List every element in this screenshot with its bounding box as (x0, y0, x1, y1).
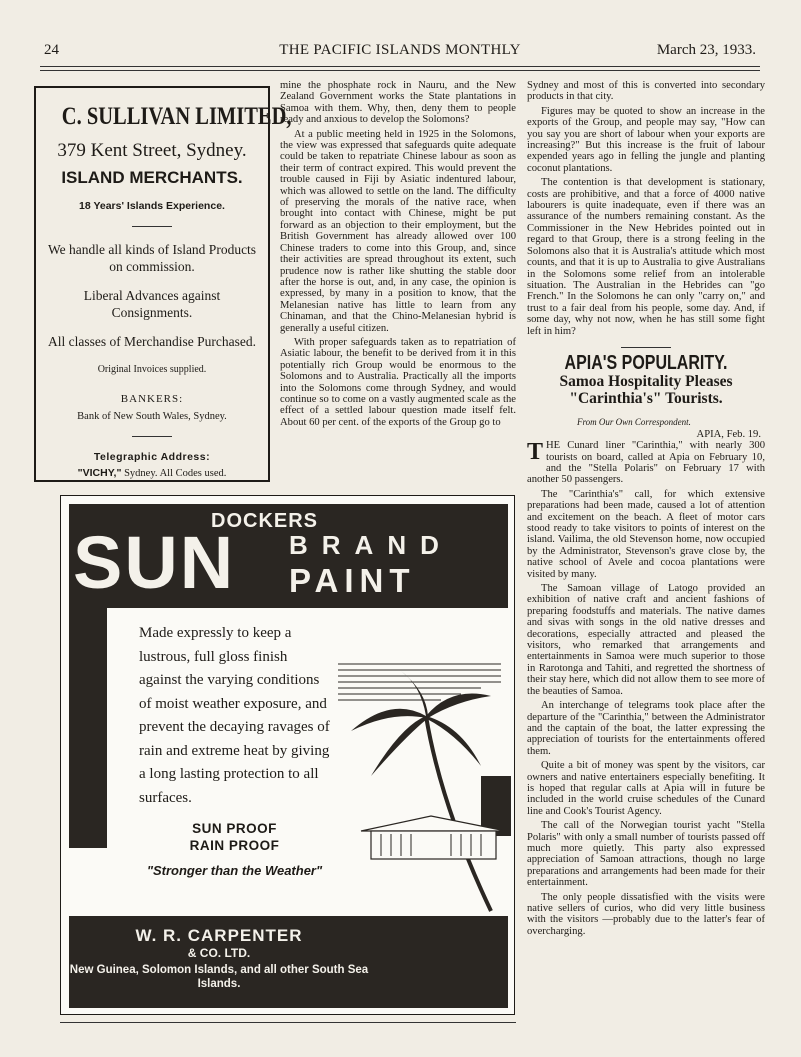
ad-company-block (69, 926, 369, 991)
article-paragraph: The only people dissatisfied with the visits were native sellers of curios, who did very little business with the visitors —probably due to the latter's fear of overcharging. (527, 891, 765, 937)
article-paragraph: The Samoan village of Latogo provided an exhibition of native craft and ancient fashions of preparing foodstuffs and materials. The native dames and sivas with songs in the old native dresses and decorations, especially attracted and pleased the visitors, who remarked that arrangements and entertainments in Samoa were much superior to those in Rarotonga and Tahiti, and regretted the shortness of their stay here, which did not allow them to see more of the beauties of Samoa. (527, 583, 765, 697)
divider (132, 226, 172, 227)
palm-house-illustration (331, 656, 511, 916)
drop-cap: T (527, 439, 544, 466)
ad-left-band (69, 608, 107, 848)
bottom-rule (60, 1022, 516, 1023)
article-paragraph: Sydney and most of this is converted into secondary products in that city. (527, 80, 765, 103)
article-column-right (527, 80, 765, 940)
ad-paint: PAINT (289, 562, 416, 599)
publication-title: THE PACIFIC ISLANDS MONTHLY (279, 42, 521, 58)
article-paragraph: At a public meeting held in 1925 in the Solomons, the view was expressed that safeguards quite adequate could be taken to repatriate Chinese labour as soon as their term of contract expired. This would prevent the trouble caused in Fiji by Asiatic indentured labour, which was allowed to settle on the land. The difficulty of preserving the morals of the native race, when brought into contact with Chinese, might be put forward as an objection to their employment, but the British Government has already allowed over 100 Chinese traders to come into this Group, and, since their activities are spread throughout its extent, such prudence now is rather like shutting the stable door after the horse is out, and, in any case, the opinion is expressed, by many in a position to know, that the Melanesian native has little to learn from any Chinaman, and that the Chino-Melanesian hybrid is generally a useful citizen. (280, 128, 516, 334)
article-paragraph: mine the phosphate rock in Nauru, and the New Zealand Government works the State plantations in Samoa with them. Why, then, deny them to people ready and anxious to develop the Solomons? (280, 80, 516, 126)
article-paragraph: An interchange of telegrams took place after the departure of the "Carinthia," between the Administrator and the captain of the boat, the latter expressing the appreciation of tourists for the entertainments offered them. (527, 700, 765, 757)
sullivan-advertisement (34, 86, 292, 482)
article-lead (527, 440, 765, 486)
bankers-name: Bank of New South Wales, Sydney. (77, 411, 227, 422)
divider (132, 436, 172, 437)
article-paragraph: Quite a bit of money was spent by the visitors, car owners and native entertainers especially benefiting. It is hoped that regular calls at Apia will in future be included in the world cruise schedules of the Cunard line and Cook's Tourist Agency. (527, 760, 765, 817)
paint-advertisement (60, 495, 515, 1015)
service-handle: We handle all kinds of Island Products on commission. (47, 242, 257, 274)
company-regions: New Guinea, Solomon Islands, and all other South Sea Islands. (69, 964, 369, 990)
page-number: 24 (44, 42, 59, 58)
ad-slogan: "Stronger than the Weather" (146, 863, 323, 878)
header-rule-2 (40, 70, 760, 71)
article-paragraph: With proper safeguards taken as to repatriation of Asiatic labour, the benefit to be derived from it in this potentially rich Group would be enormous to the Solomons and to Australia. Practically all the imports into the Solomons come through Sydney, and would continue so to come on a vastly augmented scale as the effect of a settled labour question made itself felt. About 60 per cent. of the exports of the Group go to (280, 336, 516, 428)
telegraphic-label: Telegraphic Address: (93, 451, 211, 463)
company-name: C. SULLIVAN LIMITED, (61, 103, 292, 130)
sun-proof: SUN PROOF (192, 821, 277, 836)
issue-date: March 23, 1933. (656, 42, 756, 58)
dateline: APIA, Feb. 19. (696, 428, 761, 440)
header-rule (40, 66, 760, 67)
page-header (44, 42, 756, 64)
telegraphic-address (42, 467, 262, 479)
company-suffix: & CO. LTD. (187, 946, 251, 960)
article-paragraph: The call of the Norwegian tourist yacht "Stella Polaris" with only a small number of tourists passed off much more quietly. This party also expressed appreciation of Samoan attractions, though no large preparations and arrangements had been made for their entertainment. (527, 820, 765, 889)
service-merchandise: All classes of Merchandise Purchased. (47, 334, 257, 349)
ad-sun: SUN (73, 521, 236, 604)
bankers-label: BANKERS: (120, 393, 184, 405)
company-name: W. R. CARPENTER (135, 926, 303, 945)
service-invoices: Original Invoices supplied. (97, 364, 207, 375)
correspondent-line: From Our Own Correspondent. (577, 417, 691, 428)
company-address: 379 Kent Street, Sydney. (57, 140, 247, 161)
article-headline: APIA'S POPULARITY. (564, 351, 728, 374)
telegraphic-rest: Sydney. All Codes used. (124, 468, 227, 479)
company-trade: ISLAND MERCHANTS. (61, 168, 243, 187)
ad-dockers: DOCKERS (211, 510, 319, 532)
article-paragraph: The contention is that development is stationary, costs are prohibitive, and that a force of 4000 native labourers is quite inadequate, even if there was an assurance of the numbers remaining constant. As the Commissioner in the New Hebrides pointed out in regard to that Group, there is a strong feeling in the Solomons also that it is Australia's attitude which most counts, and that it is up to Australia to give Australians in the Solomons some relief from an intolerable situation. The Australian in the Hebrides can "go French." In the Solomons he can only "carry on," and trust to a fair deal from his people, some day. And, if some day, why not now, when he has still some fight left in him? (527, 177, 765, 337)
article-paragraph: The "Carinthia's" call, for which extensive preparations had been made, caused a lot of attention and excitement on the beach. A fleet of motor cars stood ready to take visitors to points of interest on the island. Vailima, the old Stevenson home, now occupied by the Administrator, Stevenson's grave close by, the native school of Avele and cocoa plantations were visited by many. (527, 488, 765, 580)
rain-proof: RAIN PROOF (189, 838, 280, 853)
divider (621, 347, 671, 348)
telegraphic-code: "VICHY," (77, 467, 122, 479)
article-subheadline: Samoa Hospitality Pleases "Carinthia's" Tourists. (559, 373, 733, 408)
ad-copy-text: Made expressly to keep a lustrous, full gloss finish against the varying conditions of moist weather exposure, and prevent the decaying ravages of rain and extreme heat by giving a long lasting protection to all surfaces. (139, 625, 330, 806)
article-column-labour (280, 80, 516, 431)
article-paragraph: Figures may be quoted to show an increase in the exports of the Group, and people may say, "How can you say you are short of labour when your exports are increasing?" But this increase is the fruit of labour expended years ago in felling the jungle and planting coconut plantations. (527, 105, 765, 174)
service-advances: Liberal Advances against Consignments. (83, 288, 221, 320)
ad-brand: BRAND (289, 530, 453, 560)
company-experience: 18 Years' Islands Experience. (79, 200, 225, 212)
ad-copy-panel (113, 608, 338, 948)
lead-text: HE Cunard liner "Carinthia," with nearly 300 tourists on board, called at Apia on February 10, and the "Stella Polaris" on February 17 with another 50 passengers. (527, 440, 765, 486)
